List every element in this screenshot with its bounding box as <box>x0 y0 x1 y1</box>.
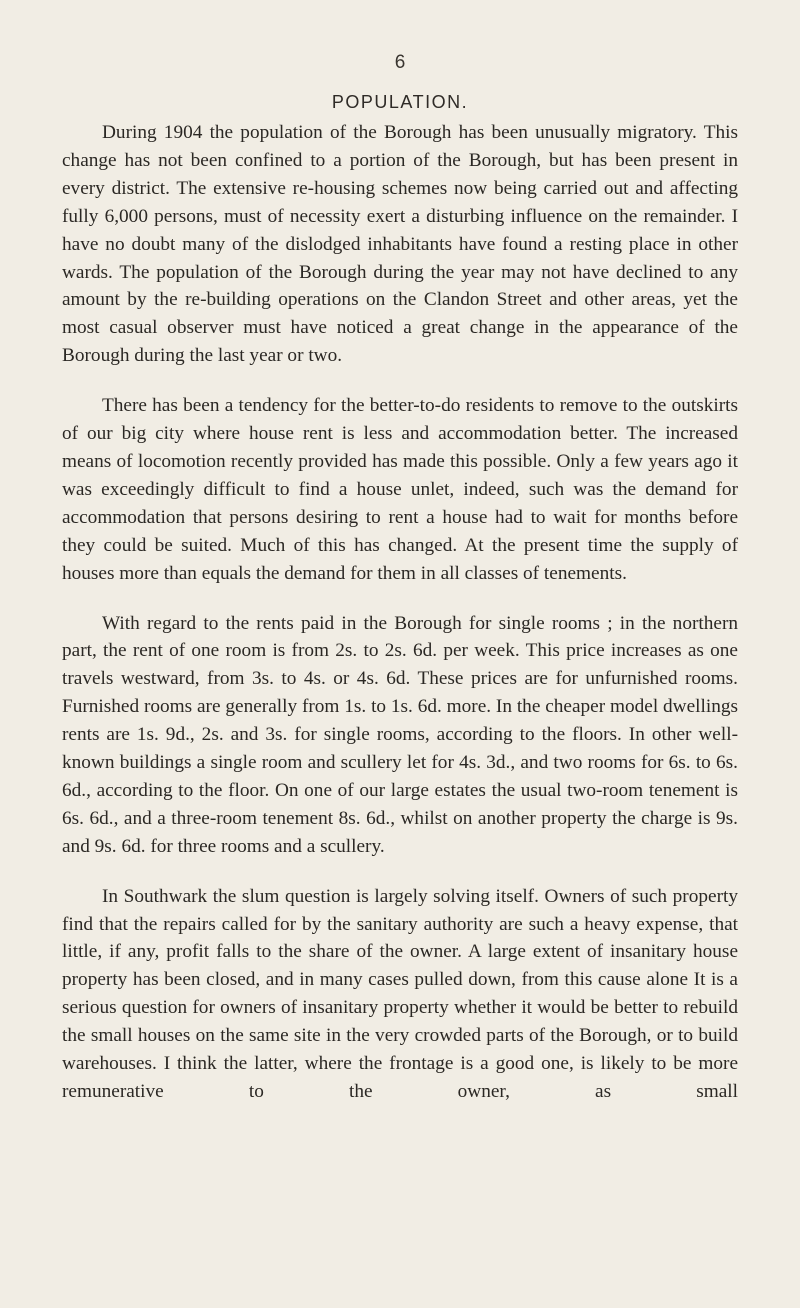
paragraph: There has been a tendency for the better-to-do residents to remove to the outskirts of our big city where house rent is less and accommodation better. The increased means of locomotion recently provided has made this possible. Only a few years ago it was exceedingly difficult to find a house unlet, indeed, such was the demand for accommodation that persons desiring to rent a house had to wait for months before they could be suited. Much of this has changed. At the present time the supply of houses more than equals the demand for them in all classes of tenements. <box>62 395 738 584</box>
paragraph: With regard to the rents paid in the Borough for single rooms ; in the northern part, the rent of one room is from 2s. to 2s. 6d. per week. This price increases as one travels westward, from 3s. to 4s. or 4s. 6d. These prices are for unfurnished rooms. Furnished rooms are generally from 1s. to 1s. 6d. more. In the cheaper model dwellings rents are 1s. 9d., 2s. and 3s. for single rooms, according to the floors. In other well-known buildings a single room and scullery let for 4s. 3d., and two rooms for 6s. to 6s. 6d., according to the floor. On one of our large estates the usual two-room tenement is 6s. 6d., and a three-room tenement 8s. 6d., whilst on another property the charge is 9s. and 9s. 6d. for three rooms and a scullery. <box>62 612 738 857</box>
paragraph: During 1904 the population of the Borough has been unusually migratory. This change has not been confined to a portion of the Borough, but has been present in every district. The extensive re-housing schemes now being carried out and affecting fully 6,000 persons, must of necessity exert a disturbing influence on the remainder. I have no doubt many of the dislodged inhabitants have found a resting place in other wards. The population of the Borough during the year may not have declined to any amount by the re-building operations on the Clandon Street and other areas, yet the most casual observer must have noticed a great change in the appearance of the Borough during the last year or two. <box>62 122 738 367</box>
body-text <box>62 119 738 1106</box>
paragraph: In Southwark the slum question is largely solving itself. Owners of such property find that the repairs called for by the sanitary authority are such a heavy expense, that little, if any, profit falls to the share of the owner. A large extent of insanitary house property has been closed, and in many cases pulled down, from this cause alone It is a serious question for owners of insanitary property whether it would be better to rebuild the small houses on the same site in the very crowded parts of the Borough, or to build warehouses. I think the latter, where the frontage is a good one, is likely to be more remunerative to the owner, as small <box>62 885 738 1102</box>
section-heading: POPULATION. <box>331 92 469 112</box>
page-number: 6 <box>394 52 406 73</box>
